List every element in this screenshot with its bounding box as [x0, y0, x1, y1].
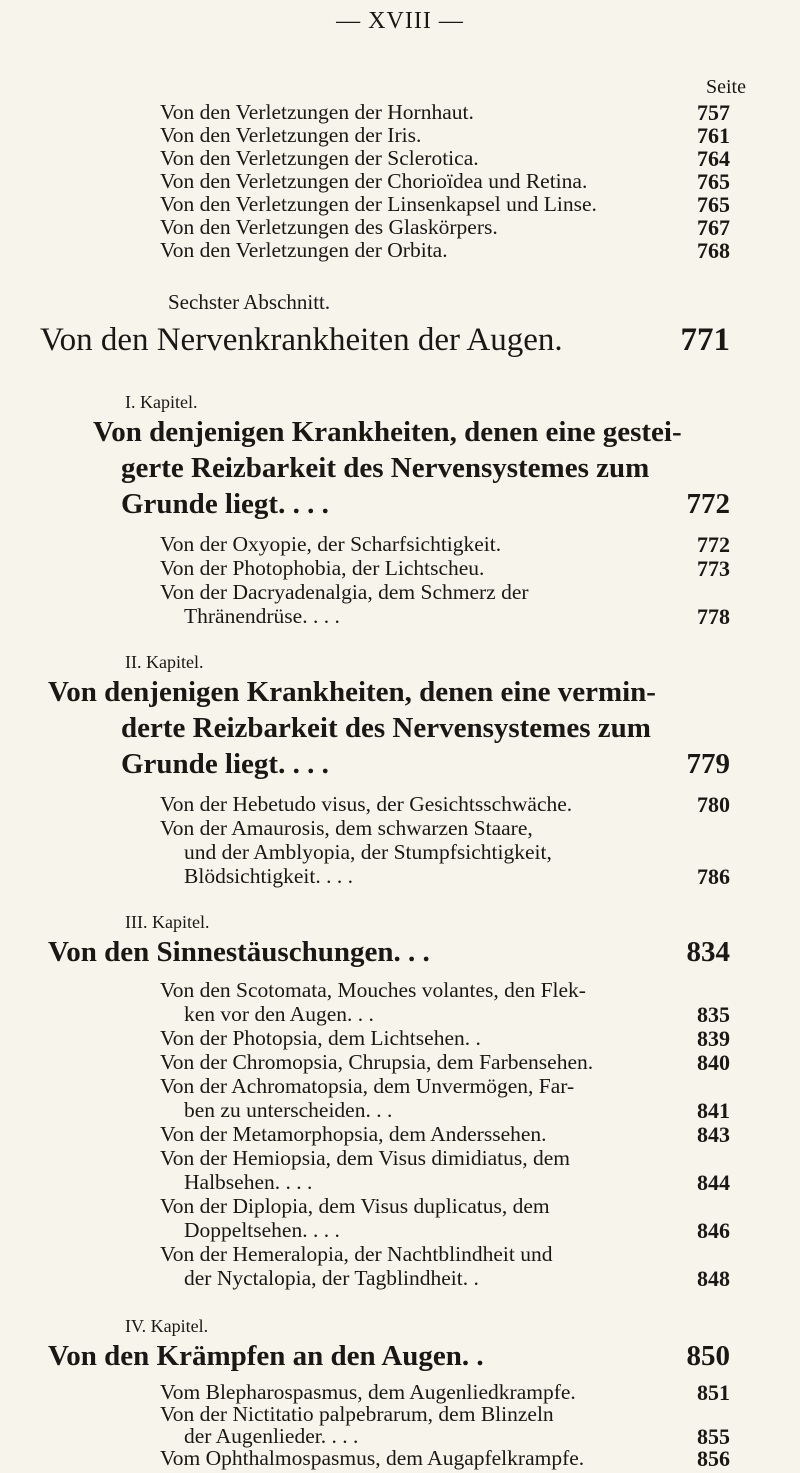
toc-entry-text: Von der Nictitatio palpebrarum, dem Blinzeln: [160, 1402, 554, 1426]
toc-entry-page: 757: [697, 100, 730, 125]
toc-entry-page: 846: [697, 1218, 730, 1243]
section-page: 771: [680, 322, 730, 358]
toc-entry-text: ben zu unterscheiden. . .: [184, 1098, 393, 1122]
toc-entry-text: Von der Metamorphopsia, dem Anderssehen.: [160, 1122, 547, 1146]
chapter-label: IV. Kapitel.: [125, 1316, 209, 1336]
chapter-page: 779: [686, 748, 730, 780]
toc-entry-text: Von der Hebetudo visus, der Gesichtsschwäche.: [160, 792, 573, 816]
toc-entry-text: Blödsichtigkeit. . . .: [184, 864, 354, 888]
chapter-title-line: Von denjenigen Krankheiten, denen eine vermin-: [48, 676, 656, 708]
toc-entry-page: 768: [697, 238, 730, 263]
chapter-title-line: Grunde liegt. . . .: [121, 488, 329, 520]
toc-entry-text: Von der Achromatopsia, dem Unvermögen, Far-: [160, 1074, 575, 1098]
toc-entry-text: Vom Ophthalmospasmus, dem Augapfelkrampfe.: [160, 1446, 585, 1470]
toc-entry-page: 761: [697, 123, 730, 148]
toc-entry-text: Von der Amaurosis, dem schwarzen Staare,: [160, 816, 533, 840]
toc-entry-page: 851: [697, 1380, 730, 1405]
toc-entry-text: Von den Verletzungen der Linsenkapsel und Linse.: [160, 192, 597, 216]
toc-entry-text: Halbsehen. . . .: [184, 1170, 313, 1194]
toc-entry-text: Von den Verletzungen der Sclerotica.: [160, 146, 479, 170]
toc-entry-page: 772: [697, 532, 730, 557]
toc-entry-page: 841: [697, 1098, 730, 1123]
toc-entry-page: 835: [697, 1002, 730, 1027]
toc-entry-text: der Nyctalopia, der Tagblindheit. .: [184, 1266, 479, 1290]
toc-entry-page: 855: [697, 1424, 730, 1449]
toc-entry-text: Von der Photopsia, dem Lichtsehen. .: [160, 1026, 481, 1050]
toc-entry-page: 848: [697, 1266, 730, 1291]
toc-entry-text: Von den Verletzungen der Orbita.: [160, 238, 448, 262]
chapter-page: 834: [686, 936, 730, 968]
chapter-label: III. Kapitel.: [125, 912, 210, 932]
toc-entry-text: Von der Diplopia, dem Visus duplicatus, dem: [160, 1194, 550, 1218]
page-column-label: Seite: [706, 76, 746, 98]
toc-entry-text: Doppeltsehen. . . .: [184, 1218, 340, 1242]
page-header: — XVIII —: [336, 8, 464, 34]
toc-entry-text: der Augenlieder. . . .: [184, 1424, 359, 1448]
toc-entry-page: 843: [697, 1122, 730, 1147]
toc-entry-text: Von den Verletzungen der Iris.: [160, 123, 422, 147]
toc-entry-page: 767: [697, 215, 730, 240]
toc-entry-text: Von der Hemeralopia, der Nachtblindheit und: [160, 1242, 553, 1266]
section-label: Sechster Abschnitt.: [168, 290, 331, 314]
toc-entry-text: Von der Dacryadenalgia, dem Schmerz der: [160, 580, 529, 604]
toc-entry-page: 856: [697, 1446, 730, 1471]
toc-entry-page: 786: [697, 864, 730, 889]
toc-entry-page: 780: [697, 792, 730, 817]
toc-entry-text: ken vor den Augen. . .: [184, 1002, 374, 1026]
toc-entry-text: Von der Oxyopie, der Scharfsichtigkeit.: [160, 532, 502, 556]
toc-entry-page: 765: [697, 192, 730, 217]
toc-entry-page: 765: [697, 169, 730, 194]
toc-entry-page: 773: [697, 556, 730, 581]
toc-entry-text: Vom Blepharospasmus, dem Augenliedkrampfe.: [160, 1380, 576, 1404]
toc-entry-text: Von den Verletzungen des Glaskörpers.: [160, 215, 498, 239]
toc-entry-page: 840: [697, 1050, 730, 1075]
toc-entry-text: Von der Photophobia, der Lichtscheu.: [160, 556, 485, 580]
chapter-page: 772: [686, 488, 730, 520]
chapter-page: 850: [686, 1340, 730, 1372]
toc-entry-page: 764: [697, 146, 730, 171]
chapter-title-line: Von denjenigen Krankheiten, denen eine gestei-: [93, 416, 682, 448]
section-title: Von den Nervenkrankheiten der Augen.: [40, 322, 563, 358]
toc-entry-text: Von der Hemiopsia, dem Visus dimidiatus, dem: [160, 1146, 570, 1170]
chapter-label: II. Kapitel.: [125, 652, 204, 672]
toc-entry-text: Von den Scotomata, Mouches volantes, den Flek-: [160, 978, 586, 1002]
toc-entry-text: Thränendrüse. . . .: [184, 604, 340, 628]
chapter-title-line: derte Reizbarkeit des Nervensystemes zum: [121, 712, 651, 744]
toc-entry-text: Von der Chromopsia, Chrupsia, dem Farbensehen.: [160, 1050, 594, 1074]
chapter-title-line: Grunde liegt. . . .: [121, 748, 329, 780]
chapter-title-line: gerte Reizbarkeit des Nervensystemes zum: [121, 452, 650, 484]
chapter-label: I. Kapitel.: [125, 392, 198, 412]
toc-entry-page: 844: [697, 1170, 730, 1195]
chapter-title-line: Von den Sinnestäuschungen. . .: [48, 936, 430, 968]
toc-entry-text: und der Amblyopia, der Stumpfsichtigkeit,: [184, 840, 552, 864]
toc-entry-page: 778: [697, 604, 730, 629]
toc-entry-text: Von den Verletzungen der Chorioïdea und Retina.: [160, 169, 588, 193]
toc-entry-page: 839: [697, 1026, 730, 1051]
toc-entry-text: Von den Verletzungen der Hornhaut.: [160, 100, 474, 124]
chapter-title-line: Von den Krämpfen an den Augen. .: [48, 1340, 484, 1372]
